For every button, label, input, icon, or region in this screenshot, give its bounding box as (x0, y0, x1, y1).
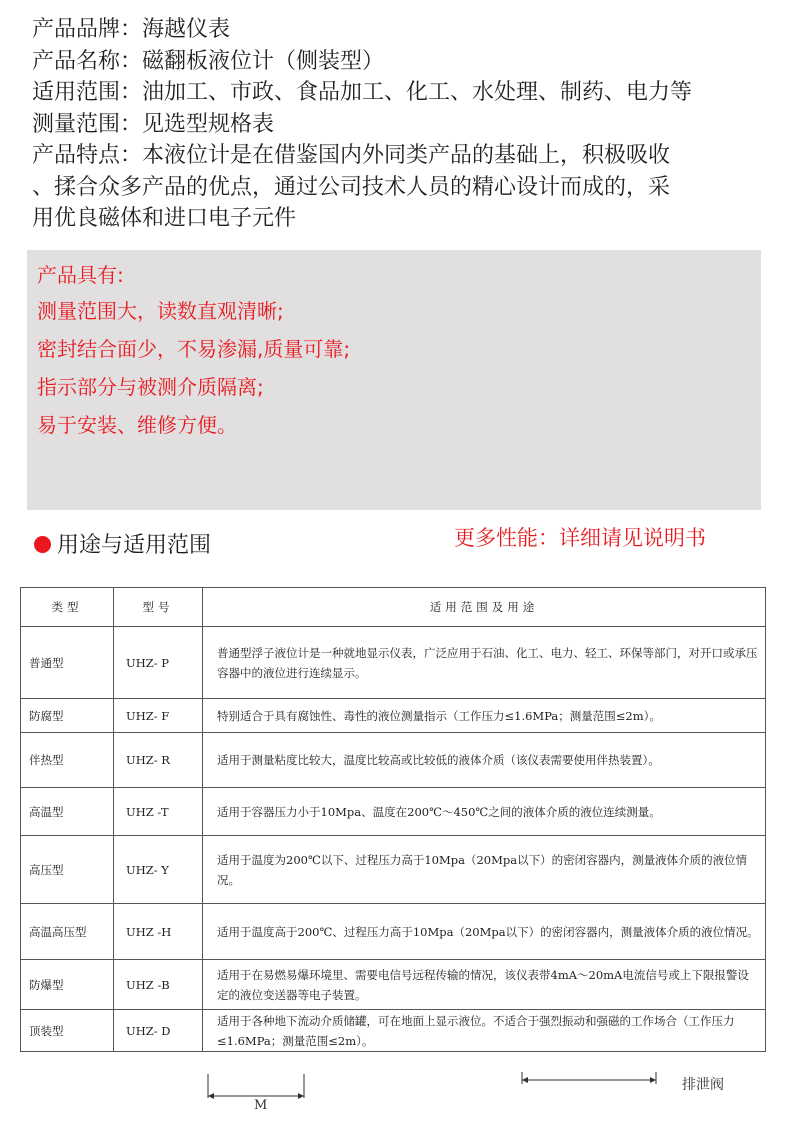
cell-model: UHZ -T (114, 788, 203, 836)
type-table (20, 587, 766, 1052)
cell-model: UHZ- D (114, 1010, 203, 1052)
spec-features-3: 用优良磁体和进口电子元件 (32, 206, 297, 231)
table-row (21, 1010, 766, 1052)
cell-model: UHZ- P (114, 627, 203, 699)
feature-item: 易于安装、维修方便。 (37, 413, 237, 437)
product-spec (32, 14, 782, 235)
cell-type: 伴热型 (21, 733, 114, 788)
section-title-text: 用途与适用范围 (57, 533, 212, 558)
table-row (21, 733, 766, 788)
cell-desc: 适用于温度为200℃以下、过程压力高于10Mpa（20Mpa以下）的密闭容器内，测量液体介质的液位情况。 (203, 836, 766, 904)
dimension-lines (0, 1068, 790, 1131)
header-scope: 适用范围及用途 (203, 588, 766, 627)
feature-item: 测量范围大，读数直观清晰; (37, 299, 284, 323)
cell-type: 高压型 (21, 836, 114, 904)
feature-heading: 产品具有: (37, 263, 124, 287)
cell-type: 普通型 (21, 627, 114, 699)
cell-type: 防腐型 (21, 699, 114, 733)
cell-model: UHZ- Y (114, 836, 203, 904)
cell-desc: 适用于温度高于200℃、过程压力高于10Mpa（20Mpa以下）的密闭容器内，测量液体介质的液位情况。 (203, 904, 766, 960)
table-row (21, 960, 766, 1010)
cell-model: UHZ- F (114, 699, 203, 733)
spec-features-1: 产品特点：本液位计是在借鉴国内外同类产品的基础上，积极吸收 (32, 143, 671, 168)
table-row (21, 788, 766, 836)
cell-desc: 适用于在易燃易爆环境里、需要电信号远程传输的情况，该仪表带4mA～20mA电流信号或上下限报警设定的液位变送器等电子装置。 (203, 960, 766, 1010)
header-type: 类型 (21, 588, 114, 627)
cell-model: UHZ -H (114, 904, 203, 960)
table-row (21, 699, 766, 733)
cell-model: UHZ- R (114, 733, 203, 788)
cell-desc: 普通型浮子液位计是一种就地显示仪表，广泛应用于石油、化工、电力、轻工、环保等部门，对开口或承压容器中的液位进行连续显示。 (203, 627, 766, 699)
table-row (21, 836, 766, 904)
dimension-m-label: M (254, 1098, 268, 1113)
feature-item: 指示部分与被测介质隔离; (37, 375, 264, 399)
cell-type: 高温高压型 (21, 904, 114, 960)
cell-desc: 适用于容器压力小于10Mpa、温度在200℃～450℃之间的液体介质的液位连续测量。 (203, 788, 766, 836)
table-row (21, 627, 766, 699)
cell-type: 高温型 (21, 788, 114, 836)
table-row (21, 904, 766, 960)
cell-desc: 特别适合于具有腐蚀性、毒性的液位测量指示（工作压力≤1.6MPa；测量范围≤2m）。 (203, 699, 766, 733)
header-model: 型号 (114, 588, 203, 627)
cell-type: 顶装型 (21, 1010, 114, 1052)
cell-desc: 适用于各种地下流动介质储罐，可在地面上显示液位。不适合于强烈振动和强磁的工作场合（工作压力≤1.6MPa；测量范围≤2m）。 (203, 1010, 766, 1052)
feature-item: 密封结合面少，不易渗漏,质量可靠; (37, 337, 351, 361)
drawing-fragment (0, 1068, 790, 1131)
spec-range: 测量范围：见选型规格表 (32, 111, 275, 137)
more-info-note: 更多性能：详细请见说明书 (454, 526, 706, 550)
cell-desc: 适用于测量粘度比较大，温度比较高或比较低的液体介质（该仪表需要使用伴热装置）。 (203, 733, 766, 788)
cell-model: UHZ -B (114, 960, 203, 1010)
table-header-row (21, 588, 766, 627)
cell-type: 防爆型 (21, 960, 114, 1010)
spec-features-2: 、揉合众多产品的优点，通过公司技术人员的精心设计而成的，采 (32, 174, 671, 200)
spec-name: 产品名称：磁翻板液位计（侧装型） (32, 48, 385, 74)
section-title (34, 528, 211, 559)
bullet-dot-icon (34, 536, 51, 553)
feature-box (27, 250, 761, 510)
spec-scope: 适用范围：油加工、市政、食品加工、化工、水处理、制药、电力等 (32, 80, 693, 105)
drain-valve-label: 排泄阀 (682, 1077, 724, 1093)
spec-brand: 产品品牌：海越仪表 (32, 17, 231, 42)
